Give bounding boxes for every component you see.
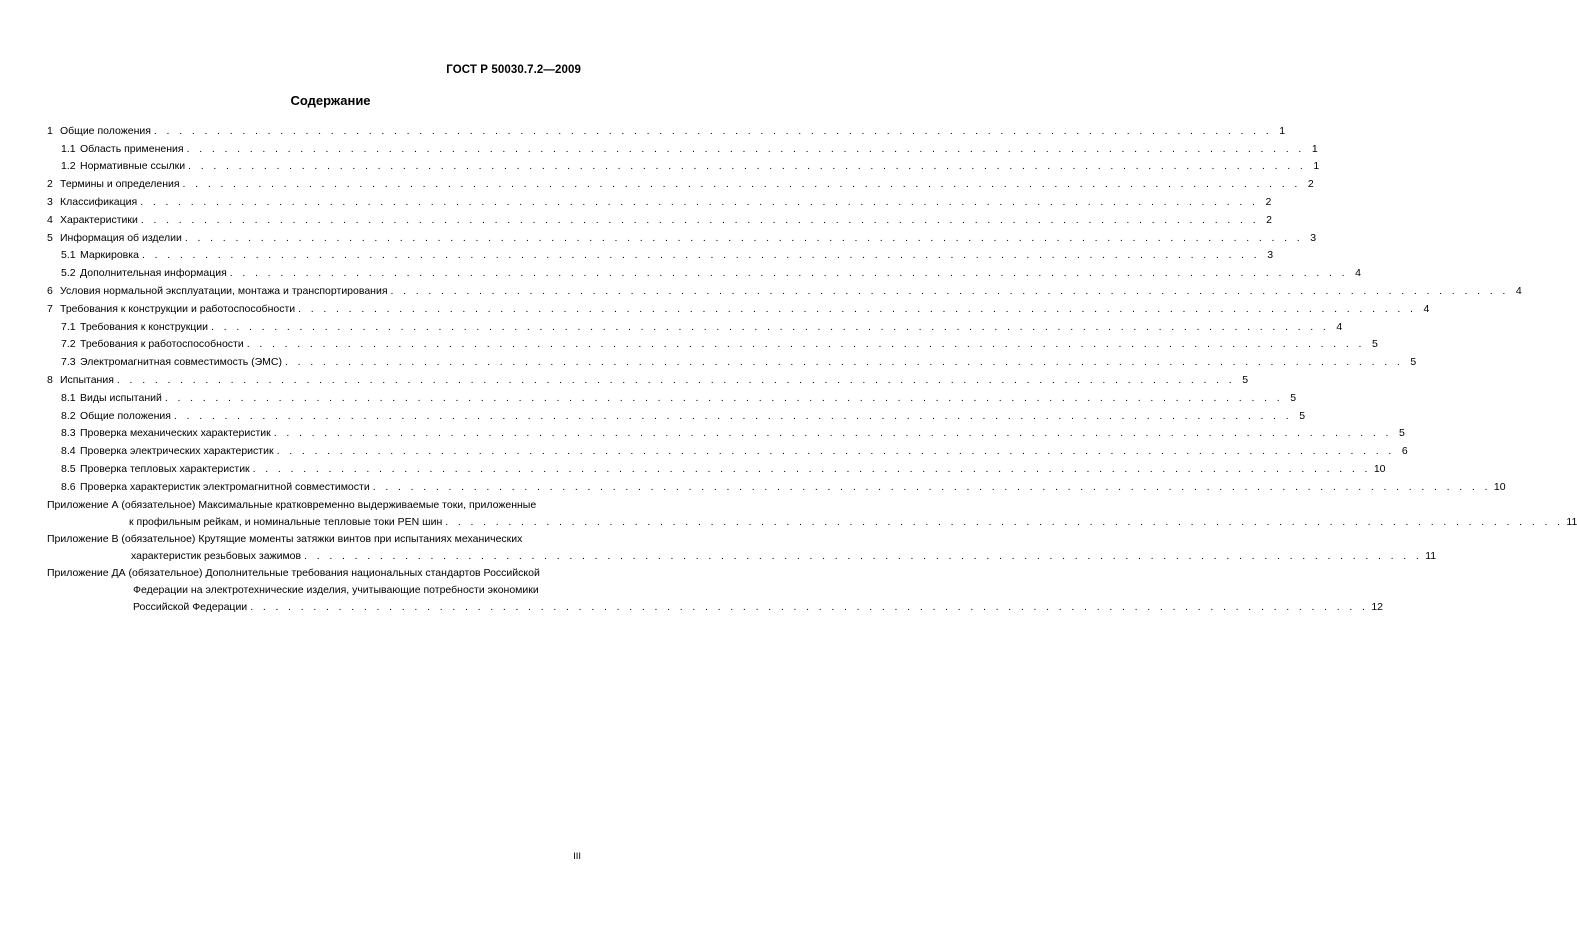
toc-leader-dots: . . . . . . . . . . . . . . . . . . . . . . . . . . . . . . . . . . . . . . . . . . . . . . . . . . . . . . . . . . . . . . . . . . . . . . . . . . . . . . . . . . . . . . . . . [273,427,1392,440]
toc-appendix-page: 11 [1425,549,1437,562]
toc-entry-page: 4 [1355,267,1361,280]
document-code-header: ГОСТ Р 50030.7.2—2009 [446,64,581,76]
toc-entry-label: Проверка характеристик электромагнитной совместимости [80,480,370,493]
toc-leader-dots: . . . . . . . . . . . . . . . . . . . . . . . . . . . . . . . . . . . . . . . . . . . . . . . . . . . . . . . . . . . . . . . . . . . . . . . . . . . . . . . . . . . . . . . . . [390,284,1509,297]
toc-entry[interactable] [47,334,1378,352]
toc-entry-number: 8.1 [61,391,76,404]
toc-entry-number: 4 [47,213,53,226]
toc-entry-label: Проверка механических характеристик [80,427,271,440]
toc-leader-dots: . . . . . . . . . . . . . . . . . . . . . . . . . . . . . . . . . . . . . . . . . . . . . . . . . . . . . . . . . . . . . . . . . . . . . . . . . . . . . . . . . . . . . . . . . [229,267,1348,280]
toc-entry-page: 1 [1311,142,1318,155]
toc-leader-dots: . . . . . . . . . . . . . . . . . . . . . . . . . . . . . . . . . . . . . . . . . . . . . . . . . . . . . . . . . . . . . . . . . . . . . . . . . . . . . . . . . . . . . . . . . [116,373,1236,386]
toc-entry[interactable] [47,227,1317,245]
toc-entry[interactable] [47,476,1506,494]
toc-appendix-line: Приложение ДА (обязательное) Дополнительные требования национальных стандартов Российской [47,566,540,579]
toc-entry-page: 2 [1307,178,1314,191]
toc-entry-page: 5 [1290,391,1297,404]
toc-entry[interactable] [47,120,1286,138]
table-of-contents [47,120,1577,614]
toc-entry-label: Область применения [80,142,184,155]
toc-entry-number: 1 [47,124,53,137]
toc-entry-number: 8.5 [61,462,76,475]
toc-entry[interactable] [47,316,1343,334]
toc-entry-label: Испытания [60,373,114,386]
toc-entry-page: 5 [1372,338,1378,351]
toc-entry-label: Условия нормальной эксплуатации, монтажа и транспортирования [60,284,388,297]
toc-entry[interactable] [47,280,1522,298]
toc-entry-label: Проверка тепловых характеристик [80,462,250,475]
toc-appendix-page: 11 [1566,515,1577,528]
toc-appendix-page: 12 [1371,600,1384,613]
toc-entry[interactable] [47,369,1249,387]
toc-entry-page: 2 [1265,195,1272,208]
toc-appendix-line: Приложение А (обязательное) Максимальные кратковременно выдерживаемые токи, приложенные [47,498,537,511]
toc-entry-number: 7 [47,302,53,315]
toc-leader-dots: . . . . . . . . . . . . . . . . . . . . . . . . . . . . . . . . . . . . . . . . . . . . . . . . . . . . . . . . . . . . . . . . . . . . . . . . . . . . . . . . . . . . . . . . . [276,445,1395,458]
toc-entry-page: 10 [1373,462,1386,475]
toc-entry[interactable] [47,351,1417,369]
toc-entry-page: 5 [1299,409,1306,422]
toc-entry-number: 7.2 [61,338,76,351]
toc-entry[interactable] [47,298,1430,316]
toc-leader-dots: . . . . . . . . . . . . . . . . . . . . . . . . . . . . . . . . . . . . . . . . . . . . . . . . . . . . . . . . . . . . . . . . . . . . . . . . . . . . . . . . . . . . . . . . . [182,178,1301,191]
toc-entry-page: 2 [1266,213,1273,226]
toc-entry[interactable] [47,405,1306,423]
toc-entry-page: 3 [1310,231,1317,244]
toc-appendices [47,495,1577,614]
toc-entry-label: Требования к работоспособности [80,338,244,351]
toc-entry[interactable] [47,156,1320,174]
toc-appendix-line: к профильным рейкам, и номинальные тепловые токи PEN шин [129,515,443,528]
toc-entry-page: 4 [1423,302,1430,315]
toc-entry[interactable] [47,173,1314,191]
toc-entry-number: 5.2 [61,267,76,280]
toc-entry-number: 3 [47,195,53,208]
toc-entry-page: 3 [1267,249,1274,262]
toc-entry-label: Термины и определения [60,178,180,191]
toc-entry-label: Электромагнитная совместимость (ЭМС) [80,356,282,369]
toc-appendix-line: Российской Федерации [133,600,248,613]
toc-entry-label: Информация об изделии [60,231,182,244]
toc-entry-number: 5 [47,231,53,244]
toc-leader-dots: . . . . . . . . . . . . . . . . . . . . . . . . . . . . . . . . . . . . . . . . . . . . . . . . . . . . . . . . . . . . . . . . . . . . . . . . . . . . . . . . . . . . . . . . . [186,142,1305,155]
toc-entry-number: 8 [47,373,53,386]
toc-entry-number: 8.3 [61,427,76,440]
toc-appendix-line: Федерации на электротехнические изделия, учитывающие потребности экономики [133,583,539,596]
toc-entry[interactable] [47,440,1408,458]
toc-leader-dots: . . . . . . . . . . . . . . . . . . . . . . . . . . . . . . . . . . . . . . . . . . . . . . . . . . . . . . . . . . . . . . . . . . . . . . . . . . . . . . . . . . . . . . . . . [298,302,1417,315]
toc-entry[interactable] [47,138,1318,156]
toc-entry-label: Характеристики [60,213,138,226]
toc-appendix-line: Приложение В (обязательное) Крутящие моменты затяжки винтов при испытаниях механических [47,532,523,545]
toc-entry-number: 6 [47,284,53,297]
toc-entry-page: 5 [1242,373,1249,386]
toc-entry-number: 7.1 [61,320,76,333]
toc-leader-dots: . . . . . . . . . . . . . . . . . . . . . . . . . . . . . . . . . . . . . . . . . . . . . . . . . . . . . . . . . . . . . . . . . . . . . . . . . . . . . . . . . . . . . . . . . [140,213,1260,226]
toc-entry-label: Нормативные ссылки [80,160,186,173]
toc-entry-label: Требования к конструкции [80,320,209,333]
toc-appendix-entry[interactable] [47,529,1437,563]
toc-entry-page: 5 [1399,427,1405,440]
toc-entry-label: Общие положения [60,124,151,137]
toc-appendix-entry[interactable] [47,563,1384,614]
toc-entry-number: 8.6 [61,480,76,493]
toc-entry-page: 5 [1410,356,1417,369]
toc-entries [47,120,1522,494]
toc-entry-page: 4 [1336,320,1343,333]
toc-leader-dots: . . . . . . . . . . . . . . . . . . . . . . . . . . . . . . . . . . . . . . . . . . . . . . . . . . . . . . . . . . . . . . . . . . . . . . . . . . . . . . . . . . . . . . . . . [184,231,1304,244]
toc-entry-number: 8.4 [61,445,76,458]
toc-leader-dots: . . . . . . . . . . . . . . . . . . . . . . . . . . . . . . . . . . . . . . . . . . . . . . . . . . . . . . . . . . . . . . . . . . . . . . . . . . . . . . . . . . . . . . . . . [211,320,1330,333]
toc-entry-number: 1.1 [61,142,76,155]
toc-entry-number: 1.2 [61,160,76,173]
toc-entry-page: 6 [1401,445,1408,458]
page-title: Содержание [290,93,371,108]
toc-entry-label: Классификация [60,195,138,208]
toc-leader-dots: . . . . . . . . . . . . . . . . . . . . . . . . . . . . . . . . . . . . . . . . . . . . . . . . . . . . . . . . . . . . . . . . . . . . . . . . . . . . . . . . . . . . . . . . . [173,409,1293,422]
toc-leader-dots: . . . . . . . . . . . . . . . . . . . . . . . . . . . . . . . . . . . . . . . . . . . . . . . . . . . . . . . . . . . . . . . . . . . . . . . . . . . . . . . . . . . . . . . . . [250,600,1369,613]
toc-entry-label: Требования к конструкции и работоспособности [60,302,296,315]
toc-leader-dots: . . . . . . . . . . . . . . . . . . . . . . . . . . . . . . . . . . . . . . . . . . . . . . . . . . . . . . . . . . . . . . . . . . . . . . . . . . . . . . . . . . . . . . . . . [372,480,1491,493]
toc-leader-dots: . . . . . . . . . . . . . . . . . . . . . . . . . . . . . . . . . . . . . . . . . . . . . . . . . . . . . . . . . . . . . . . . . . . . . . . . . . . . . . . . . . . . . . . . . [246,338,1365,351]
toc-entry-number: 8.2 [61,409,76,422]
toc-entry[interactable] [47,191,1272,209]
toc-leader-dots: . . . . . . . . . . . . . . . . . . . . . . . . . . . . . . . . . . . . . . . . . . . . . . . . . . . . . . . . . . . . . . . . . . . . . . . . . . . . . . . . . . . . . . . . . [188,160,1307,173]
toc-leader-dots: . . . . . . . . . . . . . . . . . . . . . . . . . . . . . . . . . . . . . . . . . . . . . . . . . . . . . . . . . . . . . . . . . . . . . . . . . . . . . . . . . . . . . . . . . [304,549,1423,562]
toc-leader-dots: . . . . . . . . . . . . . . . . . . . . . . . . . . . . . . . . . . . . . . . . . . . . . . . . . . . . . . . . . . . . . . . . . . . . . . . . . . . . . . . . . . . . . . . . . [153,124,1273,137]
toc-entry-page: 1 [1279,124,1286,137]
toc-leader-dots: . . . . . . . . . . . . . . . . . . . . . . . . . . . . . . . . . . . . . . . . . . . . . . . . . . . . . . . . . . . . . . . . . . . . . . . . . . . . . . . . . . . . . . . . . [285,356,1404,369]
toc-entry-number: 2 [47,178,53,191]
toc-entry-page: 4 [1515,284,1522,297]
toc-entry-label: Общие положения [80,409,171,422]
toc-appendix-line: характеристик резьбовых зажимов [131,549,302,562]
toc-entry-number: 5.1 [61,249,76,262]
toc-leader-dots: . . . . . . . . . . . . . . . . . . . . . . . . . . . . . . . . . . . . . . . . . . . . . . . . . . . . . . . . . . . . . . . . . . . . . . . . . . . . . . . . . . . . . . . . . [141,249,1261,262]
toc-leader-dots: . . . . . . . . . . . . . . . . . . . . . . . . . . . . . . . . . . . . . . . . . . . . . . . . . . . . . . . . . . . . . . . . . . . . . . . . . . . . . . . . . . . . . . . . . [140,195,1259,208]
toc-entry[interactable] [47,387,1297,405]
toc-entry[interactable] [47,262,1361,280]
toc-entry[interactable] [47,209,1273,227]
toc-leader-dots: . . . . . . . . . . . . . . . . . . . . . . . . . . . . . . . . . . . . . . . . . . . . . . . . . . . . . . . . . . . . . . . . . . . . . . . . . . . . . . . . . . . . . . . . . [164,391,1284,404]
toc-entry-label: Проверка электрических характеристик [80,445,274,458]
toc-entry[interactable] [47,245,1274,263]
toc-appendix-entry[interactable] [47,495,1577,529]
toc-entry-label: Дополнительная информация [80,267,227,280]
toc-entry-label: Виды испытаний [80,391,162,404]
toc-entry-number: 7.3 [61,356,76,369]
toc-leader-dots: . . . . . . . . . . . . . . . . . . . . . . . . . . . . . . . . . . . . . . . . . . . . . . . . . . . . . . . . . . . . . . . . . . . . . . . . . . . . . . . . . . . . . . . . . [252,462,1371,475]
toc-entry[interactable] [47,458,1386,476]
page-number: III [573,851,581,862]
toc-entry-label: Маркировка [80,249,139,262]
toc-entry[interactable] [47,423,1405,441]
toc-entry-page: 10 [1493,480,1506,493]
toc-leader-dots: . . . . . . . . . . . . . . . . . . . . . . . . . . . . . . . . . . . . . . . . . . . . . . . . . . . . . . . . . . . . . . . . . . . . . . . . . . . . . . . . . . . . . . . . . [445,515,1564,528]
toc-entry-page: 1 [1313,160,1320,173]
